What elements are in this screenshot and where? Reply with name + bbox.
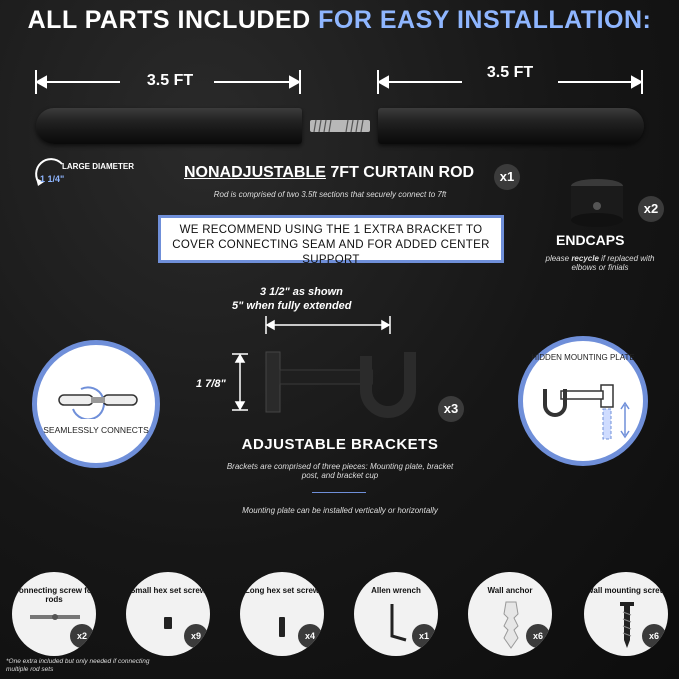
part-qty: x1 xyxy=(412,624,436,648)
left-length-label: 3.5 FT xyxy=(146,72,194,89)
diameter-label: LARGE DIAMETER xyxy=(62,162,134,171)
footnote: *One extra included but only needed if connecting multiple rod sets xyxy=(6,658,150,673)
part-label: Wall mounting screw xyxy=(586,586,666,595)
bracket-note-1: Brackets are comprised of three pieces: Mounting plate, bracket post, and bracket cup xyxy=(226,462,454,480)
part-qty: x6 xyxy=(526,624,550,648)
bracket-label: ADJUSTABLE BRACKETS xyxy=(241,436,439,453)
wall-anchor-icon xyxy=(498,600,524,650)
bracket-dim-top: 3 1/2" as shown xyxy=(260,286,343,298)
diameter-value: 1 1/4" xyxy=(40,174,65,184)
part-long-hex-screw xyxy=(240,572,324,656)
rod-section-left xyxy=(36,108,302,144)
endcap-icon xyxy=(566,176,628,230)
seamless-connect-circle xyxy=(32,340,160,468)
part-wall-mounting-screw xyxy=(584,572,668,656)
bracket-dim-height: 1 7/8" xyxy=(196,378,226,390)
connecting-screw-icon xyxy=(30,610,80,624)
part-label: Small hex set screw xyxy=(129,586,207,595)
connect-diagram-icon xyxy=(51,379,141,419)
part-qty: x6 xyxy=(642,624,666,648)
rod-name-suffix: 7FT CURTAIN ROD xyxy=(330,164,475,181)
seamless-connect-label: SEAMLESSLY CONNECTS xyxy=(43,425,149,435)
part-label: Allen wrench xyxy=(371,586,421,595)
mounting-plate-circle xyxy=(518,336,648,466)
bracket-qty-badge: x3 xyxy=(438,396,464,422)
endcaps-note-suffix: if replaced with elbows or finials xyxy=(571,254,655,272)
part-qty: x4 xyxy=(298,624,322,648)
allen-wrench-icon xyxy=(386,602,410,642)
endcaps-note-bold: recycle xyxy=(571,254,599,263)
bracket-dim-extended: 5" when fully extended xyxy=(232,300,352,312)
bracket-divider xyxy=(312,492,366,493)
small-hex-screw-icon xyxy=(162,616,174,630)
rod-dimension-lines xyxy=(0,58,679,98)
page-title xyxy=(0,6,679,35)
mounting-plate-label: HIDDEN MOUNTING PLATE xyxy=(531,353,635,362)
connector-screw-icon xyxy=(308,116,372,136)
mounting-plate-icon xyxy=(531,375,641,455)
part-allen-wrench xyxy=(354,572,438,656)
part-label: Wall anchor xyxy=(487,586,533,595)
endcaps-note xyxy=(540,254,660,272)
rod-qty-badge: x1 xyxy=(494,164,520,190)
rod-name-prefix: NONADJUSTABLE xyxy=(184,164,326,181)
endcaps-note-prefix: please xyxy=(545,254,570,263)
bracket-note-2: Mounting plate can be installed vertically or horizontally xyxy=(242,506,438,515)
endcaps-label: ENDCAPS xyxy=(556,232,625,248)
part-label: Long hex set screw xyxy=(244,586,320,595)
rod-section-right xyxy=(378,108,644,144)
part-wall-anchor xyxy=(468,572,552,656)
part-qty: x9 xyxy=(184,624,208,648)
part-qty: x2 xyxy=(70,624,94,648)
part-connecting-screw xyxy=(12,572,96,656)
rod-name xyxy=(184,164,474,182)
title-main: ALL PARTS INCLUDED xyxy=(27,6,311,34)
part-small-hex-screw xyxy=(126,572,210,656)
bracket-illustration xyxy=(214,312,434,422)
right-length-label: 3.5 FT xyxy=(486,64,534,81)
title-accent: FOR EASY INSTALLATION: xyxy=(318,6,652,34)
wall-screw-icon xyxy=(618,602,636,650)
recommendation-box: WE RECOMMEND USING THE 1 EXTRA BRACKET TO COVER CONNECTING SEAM AND FOR ADDED CENTER SUPPORT xyxy=(158,215,504,263)
endcaps-qty-badge: x2 xyxy=(638,196,664,222)
part-label: Connecting screw for rods xyxy=(13,586,95,604)
long-hex-screw-icon xyxy=(276,616,288,638)
rod-note: Rod is comprised of two 3.5ft sections that securely connect to 7ft xyxy=(213,190,447,199)
